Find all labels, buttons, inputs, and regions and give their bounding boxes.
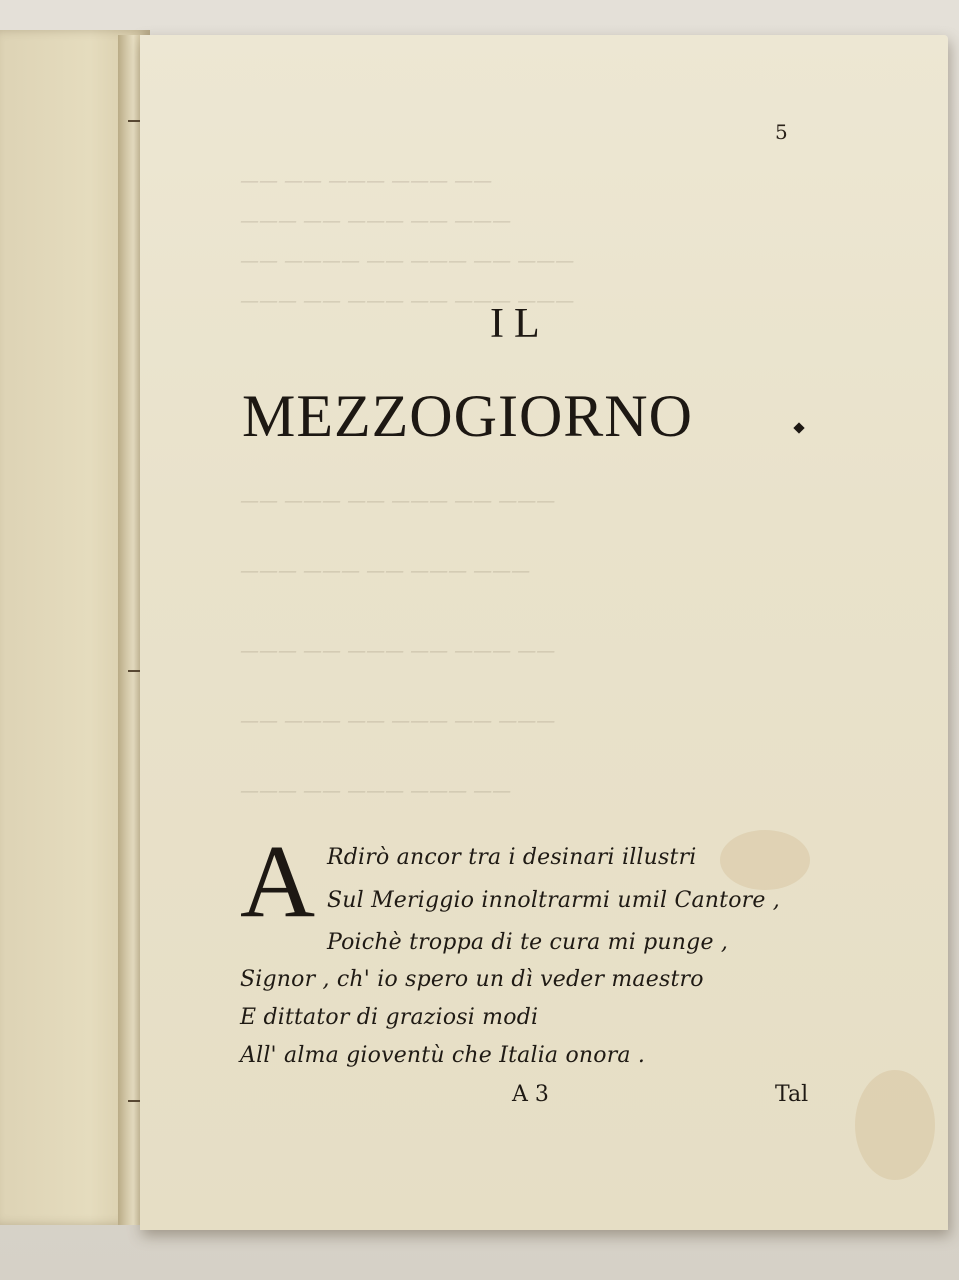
heading-small: IL bbox=[490, 301, 550, 347]
catchword: Tal bbox=[775, 1082, 809, 1107]
signature-mark: A 3 bbox=[512, 1082, 549, 1107]
show-through-line: —— ———— —— ——— —— ——— bbox=[240, 250, 575, 272]
show-through-line: ——— —— ——— ——— —— bbox=[240, 780, 512, 802]
show-through-line: ——— —— ——— —— ——— —— bbox=[240, 640, 556, 662]
show-through-line: —— —— ——— ——— —— bbox=[240, 170, 493, 192]
drop-cap: A bbox=[240, 824, 316, 939]
verse-line: E dittator di graziosi modi bbox=[240, 1005, 539, 1030]
show-through-line: ——— —— ——— —— ——— bbox=[240, 210, 512, 232]
show-through-line: ——— —— ——— —— ——— ——— bbox=[240, 290, 575, 312]
show-through-line: —— ——— —— ——— —— ——— bbox=[240, 490, 556, 512]
foxing-stain bbox=[855, 1070, 935, 1180]
foxing-stain bbox=[720, 830, 810, 890]
verse-line: All' alma gioventù che Italia onora . bbox=[240, 1043, 646, 1068]
heading-main: MEZZOGIORNO bbox=[242, 383, 693, 449]
show-through-line: ——— ——— —— ——— ——— bbox=[240, 560, 531, 582]
show-through-line: —— ——— —— ——— —— ——— bbox=[240, 710, 556, 732]
verse-line: Poichè troppa di te cura mi punge , bbox=[327, 930, 729, 955]
verse-line: Signor , ch' io spero un dì veder maestro bbox=[240, 967, 704, 992]
verse-line: Sul Meriggio innoltrarmi umil Cantore , bbox=[327, 888, 780, 913]
verse-line: Rdirò ancor tra i desinari illustri bbox=[327, 845, 697, 870]
page-number: 5 bbox=[775, 120, 788, 144]
